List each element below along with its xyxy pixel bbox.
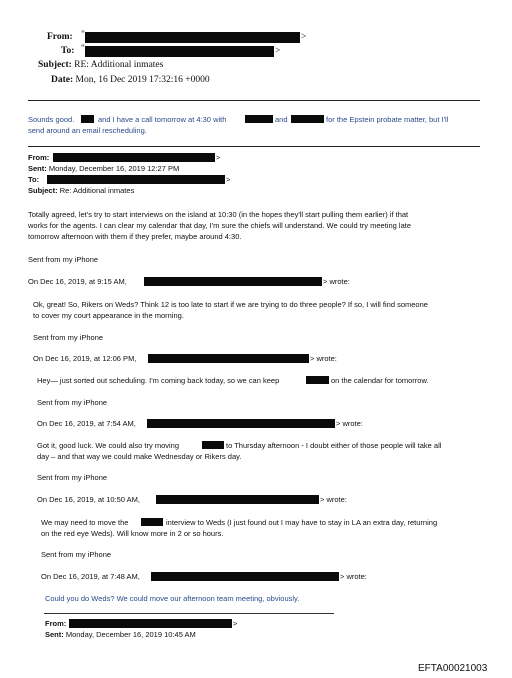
q1-line1: Ok, great! So, Rikers on Weds? Think 12 is too late to start if we are trying to do three people? If so, I will find someone [33, 300, 428, 309]
quote-divider [44, 613, 334, 614]
header-from-label: From: [47, 32, 73, 42]
q5-wrote: > wrote: [340, 572, 367, 581]
redaction-bar [85, 46, 274, 57]
q4-line1-b: interview to Weds (I just found out I may have to stay in LA an extra day, returning [166, 518, 438, 527]
msg1-body-line3: tomorrow afternoon with them if they prefer, maybe around 4:30. [28, 232, 242, 241]
msg1-sent [28, 163, 179, 174]
q4-line1-a: We may need to move the [41, 518, 129, 527]
header-from-end: > [301, 32, 307, 42]
q2-wrote: > wrote: [310, 354, 337, 363]
msg1-to-end: > [226, 175, 231, 184]
q3-on: On Dec 16, 2019, at 7:54 AM, [37, 419, 136, 428]
redaction-bar [245, 115, 273, 123]
redaction-bar [144, 277, 322, 286]
q1-on: On Dec 16, 2019, at 9:15 AM, [28, 277, 127, 286]
q2-line1-b: on the calendar for tomorrow. [331, 376, 429, 385]
header-to-label: To: [61, 46, 75, 56]
msg-last-sent-label: Sent: [45, 630, 64, 639]
reply-line2: send around an email rescheduling. [28, 126, 147, 135]
q4-on: On Dec 16, 2019, at 10:50 AM, [37, 495, 140, 504]
redaction-bar [147, 419, 335, 428]
redaction-bar [291, 115, 324, 123]
q2-line1-a: Hey— just sorted out scheduling. I'm coming back today, so we can keep [37, 376, 280, 385]
redaction-bar [151, 572, 339, 581]
redaction-bar [141, 518, 163, 526]
redaction-bar [81, 115, 94, 123]
msg1-body-line1: Totally agreed, let's try to start interviews on the island at 10:30 (in the hopes they'll start pulling them earlier) if that [28, 210, 409, 219]
header-from-quote: " [81, 30, 85, 40]
msg-last-from-end: > [233, 619, 238, 628]
q5-line1: Could you do Weds? We could move our afternoon team meeting, obviously. [45, 594, 300, 603]
redaction-bar [53, 153, 215, 162]
q4-wrote: > wrote: [320, 495, 347, 504]
msg1-signature: Sent from my iPhone [28, 255, 99, 264]
bates-number: EFTA00021003 [418, 663, 488, 674]
q3-signature: Sent from my iPhone [37, 473, 108, 482]
msg1-subject [28, 185, 134, 196]
redaction-bar [85, 32, 300, 43]
header-divider [28, 100, 480, 101]
msg-last-sent-value: Monday, December 16, 2019 10:45 AM [65, 630, 196, 639]
reply-line1-a: Sounds good. [28, 115, 75, 124]
header-date-label: Date: [51, 75, 74, 85]
msg1-sent-value: Monday, December 16, 2019 12:27 PM [48, 164, 180, 173]
q5-on: On Dec 16, 2019, at 7:48 AM, [41, 572, 140, 581]
msg1-to-label: To: [28, 175, 40, 184]
q3-line1-a: Got it, good luck. We could also try moving [37, 441, 180, 450]
q3-line1-b: to Thursday afternoon - I doubt either of those people will take all [226, 441, 442, 450]
q3-wrote: > wrote: [336, 419, 363, 428]
q4-line2: on the red eye Weds). Will know more in 2 or so hours. [41, 529, 224, 538]
redaction-bar [156, 495, 319, 504]
header-to-quote: " [81, 44, 85, 54]
msg1-subject-value: Re: Additional inmates [59, 186, 135, 195]
header-subject-label: Subject: [38, 60, 72, 70]
msg1-from-label: From: [28, 153, 50, 162]
header-date [51, 75, 210, 85]
q1-wrote: > wrote: [323, 277, 350, 286]
redaction-bar [202, 441, 224, 449]
msg1-body-line2: works for the agents. I can clear my calendar that day, I'm sure the chiefs will understand. We could try meeting late [28, 221, 412, 230]
msg1-from-end: > [216, 153, 221, 162]
redaction-bar [69, 619, 232, 628]
redaction-bar [148, 354, 309, 363]
msg-last-from-label: From: [45, 619, 67, 628]
reply-line1-d: for the Epstein probate matter, but I'll [326, 115, 449, 124]
header-to-end: > [275, 46, 281, 56]
header-subject [38, 60, 163, 70]
q2-signature: Sent from my iPhone [37, 398, 108, 407]
msg1-subject-label: Subject: [28, 186, 58, 195]
redaction-bar [306, 376, 329, 384]
header-date-value: Mon, 16 Dec 2019 17:32:16 +0000 [75, 75, 210, 85]
msg1-sent-label: Sent: [28, 164, 47, 173]
reply-line1-c: and [275, 115, 288, 124]
q2-on: On Dec 16, 2019, at 12:06 PM, [33, 354, 137, 363]
message-divider [28, 146, 480, 147]
reply-line1-b: and I have a call tomorrow at 4:30 with [98, 115, 227, 124]
q4-signature: Sent from my iPhone [41, 550, 112, 559]
q1-signature: Sent from my iPhone [33, 333, 104, 342]
header-subject-value: RE: Additional inmates [74, 60, 164, 70]
q1-line2: to cover my court appearance in the morning. [33, 311, 184, 320]
msg-last-sent [45, 629, 196, 640]
q3-line2: day – and that way we could make Wednesday or Rikers day. [37, 452, 242, 461]
redaction-bar [47, 175, 225, 184]
